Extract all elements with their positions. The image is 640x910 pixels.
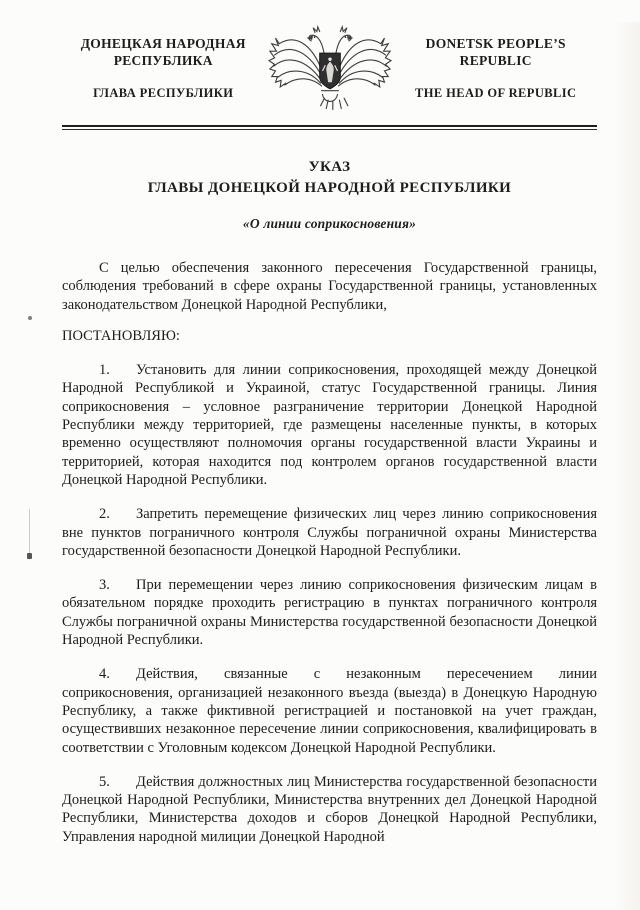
letterhead-ru-role: ГЛАВА РЕСПУБЛИКИ xyxy=(93,86,234,100)
decree-title xyxy=(62,157,597,199)
item-1-text: Установить для линии соприкосновения, проходящей между Донецкой Народной Республикой и Украиной, статус Государственной границы. Линия соприкосновения – условное разграничение территории Донецкой Народной Республики между территорией, где размещены населенные пункты, в которых временно осуществляют полномочия органы государственной власти Украины и территорией, которая находится под контролем органов государственной власти Донецкой Народной Республики. xyxy=(62,362,597,488)
letterhead-en-name-line1: DONETSK PEOPLE’S xyxy=(425,36,566,51)
item-2-text: Запретить перемещение физических лиц через линию соприкосновения вне пунктов пограничного контроля Службы пограничной охраны Министерства государственной безопасности Донецкой Народной Республики. xyxy=(62,506,597,559)
decree-item-1 xyxy=(62,361,597,489)
letterhead-ru-name-line2: РЕСПУБЛИКА xyxy=(113,52,213,68)
decree-subject: «О линии соприкосновения» xyxy=(242,216,417,231)
decree-item-4 xyxy=(62,665,597,756)
item-2-number: 2. xyxy=(99,506,110,523)
letterhead-en-name-line2: REPUBLIC xyxy=(459,52,532,68)
resolve-word: ПОСТАНОВЛЯЮ: xyxy=(62,327,180,344)
letterhead-russian-block xyxy=(62,22,265,101)
decree-title-line1: УКАЗ xyxy=(308,159,351,175)
item-4-number: 4. xyxy=(99,666,110,683)
decree-item-5 xyxy=(62,773,597,846)
decree-title-line2: ГЛАВЫ ДОНЕЦКОЙ НАРОДНОЙ РЕСПУБЛИКИ xyxy=(147,180,512,196)
decree-body xyxy=(62,259,597,846)
decree-item-3 xyxy=(62,576,597,649)
dpr-coat-of-arms-icon xyxy=(265,22,395,118)
item-4-text: Действия, связанные с незаконным пересечением линии соприкосновения, организацией незаконного въезда (выезда) в Донецкую Народную Республику, а также фиктивной регистрацией и постановкой на учет граждан, осуществивших незаконное пересечение линии соприкосновения, квалифицировать в соответствии с Уголовным кодексом Донецкой Народной Республики. xyxy=(62,666,597,756)
item-3-number: 3. xyxy=(99,577,110,594)
letterhead-ru-name xyxy=(62,36,265,69)
document-page xyxy=(0,22,640,910)
item-3-text: При перемещении через линию соприкосновения физическим лицам в обязательном порядке проходить регистрацию в пунктах пограничного контроля Службы пограничной охраны Министерства государственной безопасности Донецкой Народной Республики. xyxy=(62,577,597,649)
item-1-number: 1. xyxy=(99,362,110,379)
letterhead xyxy=(62,22,597,118)
decree-item-2 xyxy=(62,505,597,560)
item-5-text: Действия должностных лиц Министерства государственной безопасности Донецкой Народной Республики, Министерства внутренних дел Донецкой Народной Республики, Министерства доходов и сборов Донецкой Народной Республики, Управления народной милиции Донецкой Народной xyxy=(62,773,597,845)
preamble-paragraph: С целью обеспечения законного пересечения Государственной границы, соблюдения требований в сфере охраны Государственной границы, установленных законодательством Донецкой Народной Республики, xyxy=(62,260,597,313)
letterhead-divider-rule xyxy=(62,125,597,130)
letterhead-en-name xyxy=(395,36,598,69)
letterhead-en-role: THE HEAD OF REPUBLIC xyxy=(415,86,577,100)
letterhead-english-block xyxy=(395,22,598,101)
letterhead-ru-name-line1: ДОНЕЦКАЯ НАРОДНАЯ xyxy=(80,36,246,51)
item-5-number: 5. xyxy=(99,773,110,790)
